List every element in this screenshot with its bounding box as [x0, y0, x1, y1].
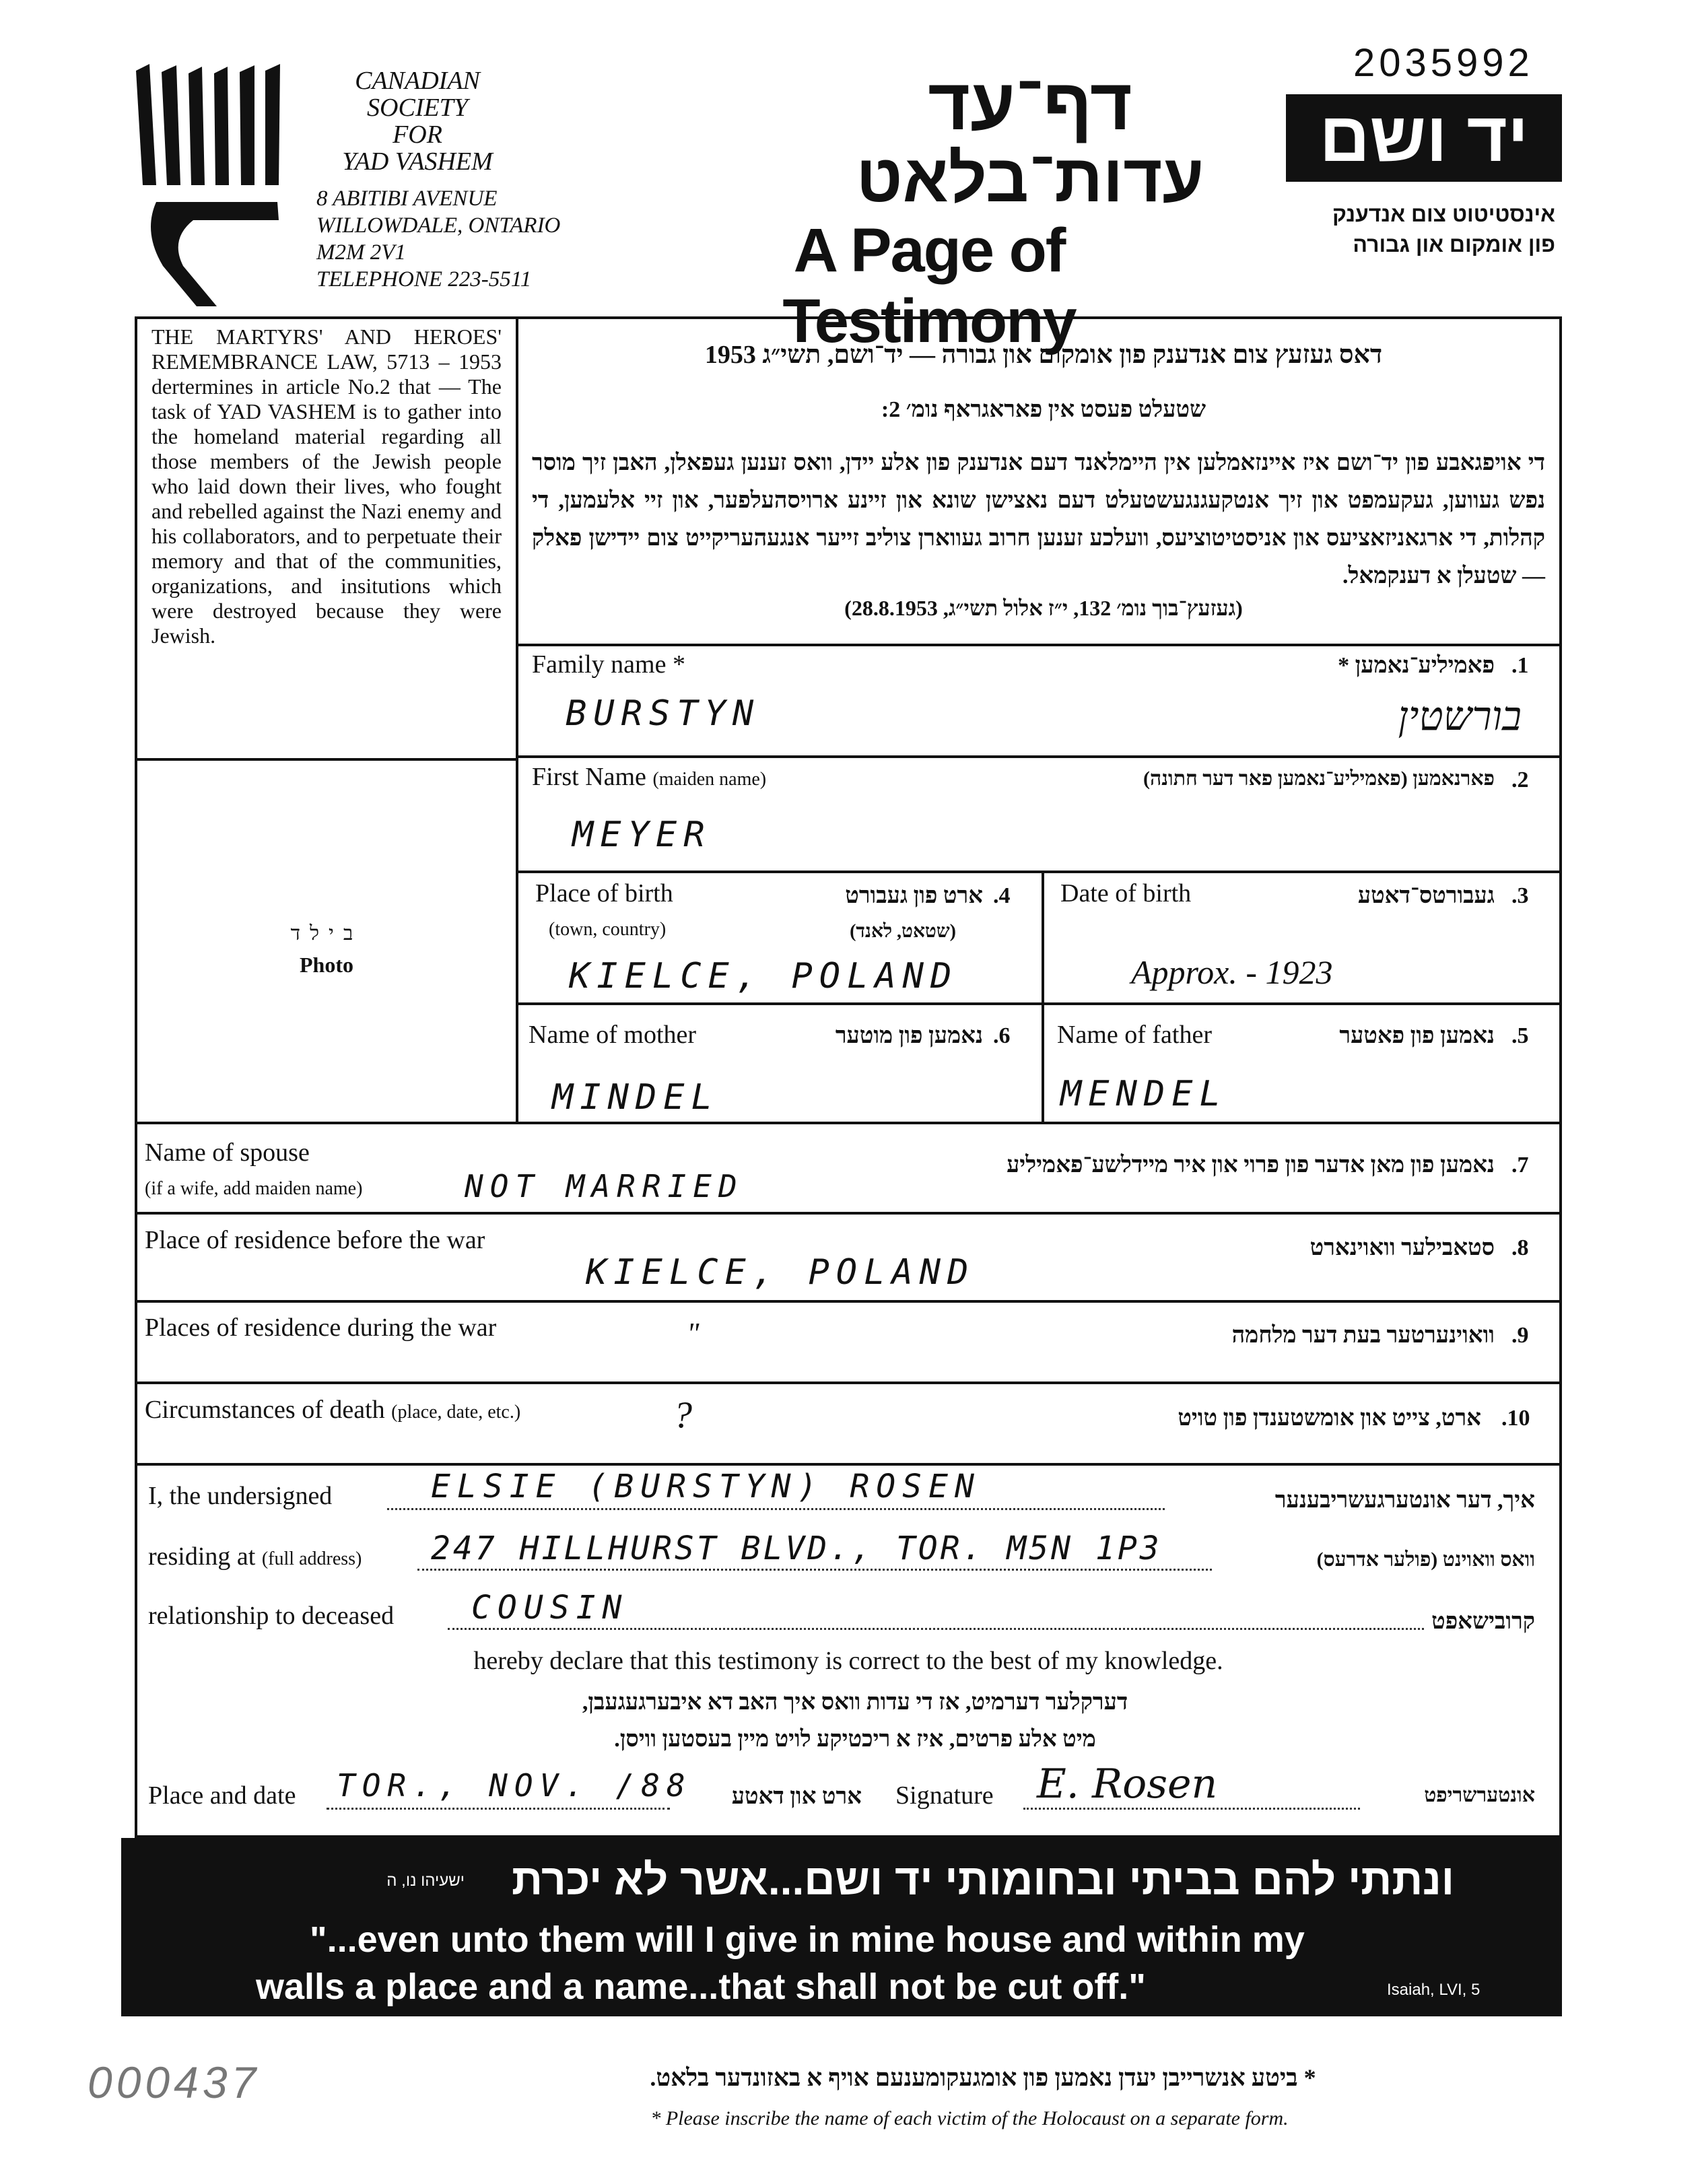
footer-english: [431, 2107, 1508, 2130]
banner-ref: Isaiah, LVI, 5: [1387, 1981, 1480, 1999]
footer-hebrew-text: ביטע אנשרייבן יעדן נאמען פון אומגעקומענעם אויף א באזונדער בלאט.: [650, 2064, 1298, 2091]
place-date-hebrew: ארט און דאטע: [731, 1784, 862, 1809]
undersigned-value[interactable]: ELSIE (BURSTYN) ROSEN: [431, 1468, 981, 1505]
page-title: A Page of Testimony: [782, 216, 1076, 355]
law-text: THE MARTYRS' AND HEROES' REMEMBRANCE LAW, 5713 – 1953 dertermines in article No.2 that — The task of YAD VASHEM is to gather into the homeland material regarding all those members of the Jewish people who laid down their lives, who fought and rebelled against the Nazi enemy and his collaborators, and to perpetuate their memory and that of the communities, organizations, and insitutions which were destroyed because they were Jewish.: [151, 325, 502, 648]
field-label: Place of birth: [535, 879, 673, 908]
undersigned-hebrew: איך, דער אונטערגעשריבענער: [1274, 1488, 1535, 1513]
field-label: Name of spouse: [145, 1138, 310, 1167]
field-number: .5: [1511, 1023, 1529, 1048]
field-label-hebrew: נאמען פון פאטער: [1339, 1023, 1495, 1048]
hebrew-law-body: די אויפגאבע פון יד־ושם איז איינזאמלען אין היימלאנד דעם אנדענק פון אלע יידן, וואס זענען געפאלן, האבן זיך מוסר נפש געווען, געקעמפט און זיך אנטקעגנגעשטעלט דעם נאצישן שונא און זיינע ארויסהעלפער, און זיי אלעמען, די קהלות, די ארגאניזאציעס און אניסטיטוציעס, וועלכע זענען חרוב געווארן צוליב זייער אנגעהעריקייט צום יידישן פאלק — שטעלן א דענקמאל.: [532, 450, 1545, 588]
field-label-hebrew: פאמיליע־נאמען *: [1338, 653, 1495, 678]
photo-label: Photo: [300, 953, 353, 977]
field-label-hebrew: וואוינערטער בעת דער מלחמה: [1231, 1323, 1495, 1348]
society-name: [316, 67, 518, 175]
field-label: Name of father: [1057, 1021, 1212, 1049]
signature-hebrew: אונטערשריפט: [1424, 1784, 1535, 1806]
undersigned-line: [387, 1508, 1165, 1510]
field-label-hebrew: ארט, צייט און אומשטענדן פון טויט: [1178, 1406, 1481, 1431]
hebrew-law-subheading: שטעלט פעסט אין פאראגראף נומ׳ 2:: [881, 397, 1206, 422]
address-line: M2M 2V1: [316, 240, 406, 265]
field-number: .4: [993, 883, 1011, 908]
field-number: .3: [1511, 883, 1529, 908]
address-line: 8 ABITIBI AVENUE: [316, 186, 498, 211]
field-label-text: Circumstances of death: [145, 1396, 385, 1424]
field-label: Places of residence during the war: [145, 1313, 497, 1342]
field-label: Date of birth: [1060, 879, 1192, 908]
family-name-value[interactable]: BURSTYN: [566, 693, 761, 734]
residing-label-text: residing at: [148, 1542, 256, 1571]
footer-english-text: Please inscribe the name of each victim of the Holocaust on a separate form.: [665, 2107, 1289, 2129]
field-number: .10: [1501, 1406, 1530, 1431]
field-label-small: (if a wife, add maiden name): [145, 1178, 363, 1199]
residence-during-war-value[interactable]: ": [687, 1317, 700, 1350]
footer-asterisk: *: [650, 2107, 661, 2129]
father-name-value[interactable]: MENDEL: [1060, 1074, 1227, 1114]
field-label-hebrew: נאמען פון מוטער: [835, 1023, 983, 1048]
field-label: Place of residence before the war: [145, 1226, 485, 1254]
field-number: .9: [1511, 1323, 1529, 1348]
residing-line: [417, 1569, 1212, 1571]
relationship-value[interactable]: COUSIN: [471, 1589, 629, 1627]
residing-label: [148, 1542, 362, 1571]
relationship-hebrew: קרובישאפט: [1431, 1609, 1535, 1634]
relationship-label: relationship to deceased: [148, 1602, 395, 1630]
society-name-line: FOR: [393, 121, 442, 149]
institute-line2: פון אומקום און גבורה: [1353, 232, 1555, 257]
field-label: Family name *: [532, 650, 685, 679]
field-number: .6: [993, 1023, 1011, 1048]
field-label-hebrew: פארנאמען (פאמיליע־נאמען פאר דער חתונה): [1143, 767, 1495, 790]
title-hebrew-line1: דף־עד: [928, 63, 1132, 145]
banner-hebrew: ונתתי להם בביתי ובחומותי יד ושם...אשר לא יכרת: [511, 1855, 1455, 1904]
place-date-label: Place and date: [148, 1781, 296, 1810]
undersigned-label: I, the undersigned: [148, 1482, 333, 1510]
declaration-hebrew-1: דערקלער דערמיט, אז די עדות וואס איך האב דא איבערגעגעבן,: [582, 1690, 1128, 1715]
hebrew-law-heading: דאס געזעץ צום אנדענק פון אומקום און גבורה — יד־ושם, תשי״ג 1953: [704, 341, 1383, 369]
menorah-logo: [129, 64, 298, 313]
relationship-line: [448, 1628, 1424, 1630]
mother-name-value[interactable]: MINDEL: [552, 1077, 719, 1118]
society-name-line: SOCIETY: [367, 94, 468, 122]
residing-hebrew: וואס וואוינט (פולער אדרעס): [1316, 1548, 1535, 1571]
logo-text: יד ושם: [1319, 98, 1529, 176]
field-number: .8: [1511, 1235, 1529, 1260]
declaration-hebrew-2: מיט אלע פרטים, איז א ריכטיקע לויט מיין בעסטען וויסן.: [614, 1727, 1096, 1752]
field-label-hebrew: ארט פון געבורט: [845, 883, 983, 908]
yad-vashem-logo: [1286, 94, 1562, 182]
place-date-line: [327, 1808, 670, 1810]
field-label-hebrew: סטאבילער וואוינארט: [1309, 1235, 1495, 1260]
field-number: .1: [1511, 653, 1529, 678]
banner-english-1: "...even unto them will I give in mine house and within my: [310, 1919, 1305, 1960]
declaration-english: hereby declare that this testimony is correct to the best of my knowledge.: [473, 1647, 1223, 1675]
place-of-birth-value[interactable]: KIELCE, POLAND: [569, 956, 959, 996]
serial-number: 2035992: [1353, 41, 1534, 85]
residing-label-small: (full address): [261, 1548, 362, 1569]
field-number: .7: [1511, 1153, 1529, 1178]
bottom-stamp: 000437: [88, 2057, 261, 2107]
field-label-small: (maiden name): [652, 769, 767, 790]
first-name-value[interactable]: MEYER: [572, 815, 712, 855]
address-line: WILLOWDALE, ONTARIO: [316, 213, 561, 238]
banner-english-2: walls a place and a name...that shall not be cut off.": [256, 1967, 1146, 2007]
place-date-value[interactable]: TOR., NOV. /88: [337, 1767, 692, 1804]
circumstances-value[interactable]: ?: [673, 1394, 692, 1436]
photo-hebrew: בילד: [290, 922, 363, 945]
field-label: [532, 762, 766, 792]
address-line: TELEPHONE 223-5511: [316, 267, 532, 292]
field-label: Name of mother: [529, 1021, 697, 1049]
signature-value[interactable]: E. Rosen: [1037, 1761, 1218, 1808]
footer-hebrew: [404, 2063, 1562, 2092]
society-address: [316, 185, 560, 293]
family-name-hebrew-value[interactable]: בורשטין: [1398, 694, 1522, 739]
field-number: .2: [1511, 767, 1529, 792]
field-label: [145, 1395, 520, 1425]
hebrew-law-citation: (געזעץ־בוך נומ׳ 132, י״ז אלול תשי״ג, 28.8.1953): [844, 596, 1243, 620]
signature-line: [1023, 1808, 1360, 1810]
quote-banner: [121, 1838, 1562, 2016]
spouse-name-value[interactable]: NOT MARRIED: [465, 1168, 744, 1204]
date-of-birth-value[interactable]: Approx. - 1923: [1131, 953, 1333, 991]
field-label-text: First Name: [532, 763, 646, 791]
banner-hebrew-ref: ישעיהו נו, ה: [386, 1872, 465, 1890]
field-label-hebrew-small: (שטאט, לאנד): [850, 921, 956, 942]
field-label-small: (town, country): [549, 919, 667, 940]
footer-asterisk: *: [1303, 2064, 1316, 2091]
field-label-small: (place, date, etc.): [391, 1402, 521, 1423]
residence-before-war-value[interactable]: KIELCE, POLAND: [586, 1252, 976, 1293]
field-label-hebrew: געבורטס־דאטע: [1357, 883, 1495, 908]
title-hebrew-line2: עדות־בלאט: [856, 141, 1204, 216]
institute-line1: אינסטיטוט צום אנדענק: [1332, 202, 1555, 226]
society-name-line: YAD VASHEM: [342, 147, 493, 176]
signature-label: Signature: [895, 1781, 994, 1810]
residing-value[interactable]: 247 HILLHURST BLVD., TOR. M5N 1P3: [431, 1530, 1162, 1567]
field-label-hebrew: נאמען פון מאן אדער פון פרוי און איר מיידלשע־פאמיליע: [1007, 1153, 1495, 1178]
society-name-line: CANADIAN: [355, 67, 480, 95]
